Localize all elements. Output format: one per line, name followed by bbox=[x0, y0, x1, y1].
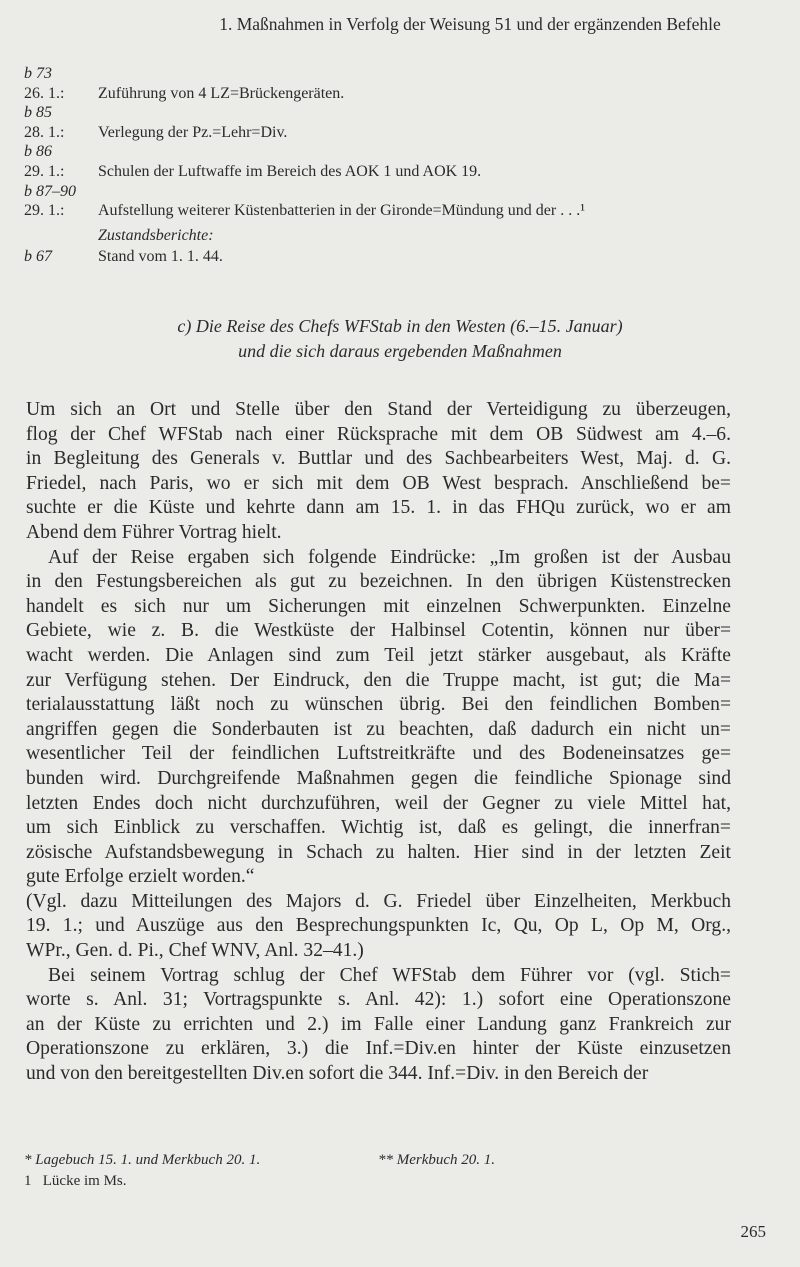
body-line: wesentlicher Teil der feindlichen Luftstreitkräfte und des Bodeneinsatzes ge= bbox=[26, 743, 731, 765]
entry-row bbox=[24, 84, 744, 104]
body-line: gute Erfolge erzielt worden.“ bbox=[26, 866, 255, 888]
entry-label: b 86 bbox=[24, 143, 52, 161]
body-line: (Vgl. dazu Mitteilungen des Majors d. G. Friedel über Einzelheiten, Merkbuch bbox=[26, 890, 731, 912]
page-number: 265 bbox=[740, 1222, 766, 1241]
document-entries bbox=[24, 64, 744, 269]
body-line: Operationszone zu erklären, 3.) die Inf.=Div.en hinter der Küste einzusetzen bbox=[26, 1038, 731, 1060]
body-line: Abend dem Führer Vortrag hielt. bbox=[26, 521, 282, 543]
entry-text: Schulen der Luftwaffe im Bereich des AOK 1 und AOK 19. bbox=[98, 162, 482, 180]
body-text bbox=[26, 398, 731, 1087]
body-line: angriffen gegen die Sonderbauten ist zu beachten, daß dadurch ein nicht un= bbox=[26, 718, 731, 740]
footnote-star: * Lagebuch 15. 1. und Merkbuch 20. 1. bbox=[24, 1152, 261, 1168]
entry-label: b 85 bbox=[24, 104, 52, 122]
body-line: bunden wird. Durchgreifende Maßnahmen gegen die feindliche Spionage sind bbox=[26, 767, 731, 789]
entry-row bbox=[24, 226, 744, 246]
entry-label: 29. 1.: bbox=[24, 162, 65, 180]
entry-row bbox=[24, 201, 744, 221]
body-line: 19. 1.; und Auszüge aus den Besprechungspunkten Ic, Qu, Op L, Op M, Org., bbox=[26, 915, 731, 937]
entry-label: 28. 1.: bbox=[24, 123, 65, 141]
body-line: an der Küste zu errichten und 2.) im Falle einer Landung ganz Frankreich zur bbox=[26, 1013, 731, 1035]
body-line: handelt es sich nur um Sicherungen mit einzelnen Schwerpunkten. Einzelne bbox=[26, 595, 731, 617]
entry-row bbox=[24, 64, 744, 84]
body-line: Um sich an Ort und Stelle über den Stand der Verteidigung zu überzeugen, bbox=[26, 399, 731, 420]
body-line: letzten Endes doch nicht durchzuführen, weil der Gegner zu viele Mittel hat, bbox=[26, 792, 731, 814]
section-heading-line-1: c) Die Reise des Chefs WFStab in den Westen (6.–15. Januar) bbox=[177, 316, 623, 336]
entry-label: b 73 bbox=[24, 65, 52, 82]
body-line: terialausstattung läßt noch zu wünschen übrig. Bei den feindlichen Bomben= bbox=[26, 694, 731, 716]
entry-text: Verlegung der Pz.=Lehr=Div. bbox=[98, 123, 288, 141]
entry-label: 29. 1.: bbox=[24, 202, 65, 220]
footnote-1: 1 Lücke im Ms. bbox=[24, 1173, 127, 1189]
body-line: suchte er die Küste und kehrte dann am 15. 1. in das FHQu zurück, wo er am bbox=[26, 497, 731, 519]
body-line: in den Festungsbereichen als gut zu bezeichnen. In den übrigen Küstenstrecken bbox=[26, 571, 731, 593]
body-line: und von den bereitgestellten Div.en sofort die 344. Inf.=Div. in den Bereich der bbox=[26, 1063, 649, 1085]
entry-row bbox=[24, 103, 744, 123]
body-line: in Begleitung des Generals v. Buttlar und des Sachbearbeiters West, Maj. d. G. bbox=[26, 448, 731, 470]
footnote-double-star: ** Merkbuch 20. 1. bbox=[378, 1152, 496, 1168]
entry-text: Stand vom 1. 1. 44. bbox=[98, 248, 223, 266]
body-line: wacht werden. Die Anlagen sind zum Teil jetzt stärker ausgebaut, als Kräfte bbox=[26, 644, 731, 666]
body-line: Auf der Reise ergaben sich folgende Eindrücke: „Im großen ist der Ausbau bbox=[48, 546, 731, 568]
entry-label: 26. 1.: bbox=[24, 84, 65, 102]
body-line: zösische Aufstandsbewegung in Schach zu halten. Hier sind in der letzten Zeit bbox=[26, 841, 731, 863]
entry-row bbox=[24, 123, 744, 143]
entry-row bbox=[24, 162, 744, 182]
body-line: flog der Chef WFStab nach einer Rücksprache mit dem OB Südwest am 4.–6. bbox=[26, 423, 731, 445]
entry-row bbox=[24, 245, 744, 269]
running-head: 1. Maßnahmen in Verfolg der Weisung 51 und der ergänzenden Befehle bbox=[219, 14, 721, 34]
body-line: zur Verfügung stehen. Der Eindruck, den die Truppe macht, ist gut; die Ma= bbox=[26, 669, 731, 691]
entry-text: Aufstellung weiterer Küstenbatterien in der Gironde=Mündung und der . . .¹ bbox=[98, 202, 586, 220]
entry-row bbox=[24, 142, 744, 162]
body-line: Gebiete, wie z. B. die Westküste der Halbinsel Cotentin, können nur über= bbox=[26, 620, 731, 642]
body-line: Friedel, nach Paris, wo er sich mit dem OB West besprach. Anschließend be= bbox=[26, 472, 731, 494]
body-line: Bei seinem Vortrag schlug der Chef WFStab dem Führer vor (vgl. Stich= bbox=[48, 964, 731, 986]
body-line: um sich Einblick zu verschaffen. Wichtig ist, daß es gelingt, die innerfran= bbox=[26, 817, 731, 839]
body-line: WPr., Gen. d. Pi., Chef WNV, Anl. 32–41.) bbox=[26, 940, 364, 962]
entry-text: Zustandsberichte: bbox=[98, 226, 214, 244]
entry-label: b 67 bbox=[24, 248, 52, 266]
entry-row bbox=[24, 182, 744, 202]
entry-label: b 87–90 bbox=[24, 182, 76, 200]
body-line: worte s. Anl. 31; Vortragspunkte s. Anl. 42): 1.) sofort eine Operationszone bbox=[26, 989, 731, 1011]
section-heading-line-2: und die sich daraus ergebenden Maßnahmen bbox=[238, 341, 562, 361]
entry-text: Zuführung von 4 LZ=Brückengeräten. bbox=[98, 84, 345, 102]
